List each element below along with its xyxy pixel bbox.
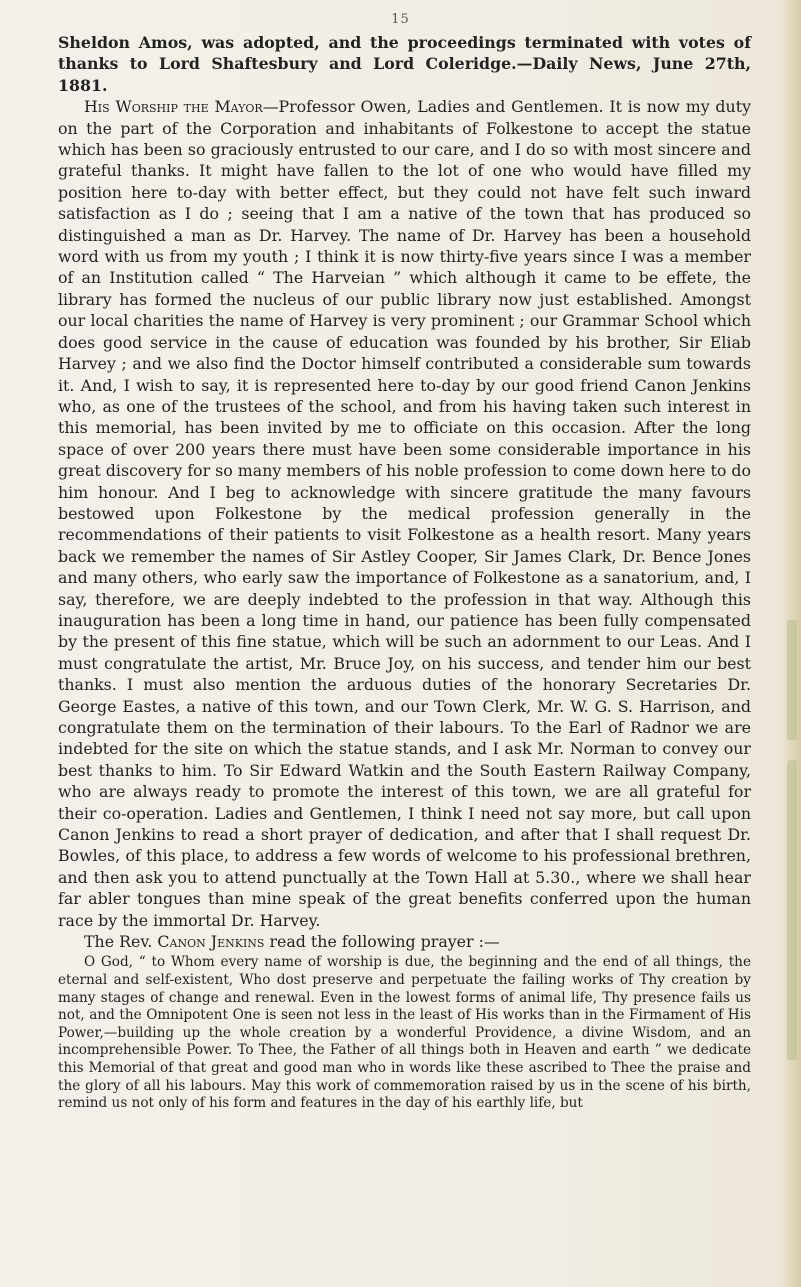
canon-intro-suffix: read the following prayer :— bbox=[264, 932, 500, 952]
mayor-speech-paragraph bbox=[58, 96, 751, 931]
mayor-speaker-label: His Worship the Mayor bbox=[84, 97, 263, 117]
document-body bbox=[58, 32, 751, 1113]
canon-name: Canon Jenkins bbox=[157, 932, 265, 952]
resolution-paragraph: Sheldon Amos, was adopted, and the proceedings terminated with votes of thanks to Lord Shaftesbury and Lord Coleridge.—Daily News, June 27th, 1881. bbox=[58, 33, 751, 95]
page-edge-stain bbox=[787, 760, 797, 1060]
prayer-text: O God, “ to Whom every name of worship is due, the beginning and the end of all things, the eternal and self-existent, Who dost preserve and perpetuate the failing works of Thy creation by many stages of change and renewal. Even in the lowest forms of animal life, Thy presence fails us not, and the Omnipotent One is seen not less in the least of His works than in the Firmament of His Power,—building up the whole creation by a wonderful Providence, a divine Wisdom, and an incomprehensible Power. To Thee, the Father of all things both in Heaven and earth ” we dedicate this Memorial of that great and good man who in words like these ascribed to Thee the praise and the glory of all his labours. May this work of commemoration raised by us in the scene of his birth, remind us not only of his form and features in the day of his earthly life, but bbox=[58, 954, 751, 1112]
prayer-block bbox=[58, 954, 751, 1112]
mayor-speech-text: —Professor Owen, Ladies and Gentlemen. It is now my duty on the part of the Corporation and inhabitants of Folkestone to accept the statue which has been so graciously entrusted to our care, and I do so with most sincere and grateful thanks. It might have fallen to the lot of one who would have filled my position here to-day with better effect, but they could not have felt such inward satisfaction as I do ; seeing that I am a native of the town that has produced so distinguished a man as Dr. Harvey. The name of Dr. Harvey has been a household word with us from my youth ; I think it is now thirty-five years since I was a member of an Institution called “ The Harveian ” which although it came to be effete, the library has formed the nucleus of our public library now just established. Amongst our local charities the name of Harvey is very prominent ; our Grammar School which does good service in the cause of education was founded by his brother, Sir Eliab Harvey ; and we also find the Doctor himself contributed a considerable sum towards it. And, I wish to say, it is represented here to-day by our good friend Canon Jenkins who, as one of the trustees of the school, and from his having taken such interest in this memorial, has been invited by me to officiate on this occasion. After the long space of over 200 years there must have been some considerable importance in his great discovery for so many members of his noble profession to come down here to do him honour. And I beg to acknowledge with sincere gratitude the many favours bestowed upon Folkestone by the medical profession generally in the recommendations of their patients to visit Folkestone as a health resort. Many years back we remember the names of Sir Astley Cooper, Sir James Clark, Dr. Bence Jones and many others, who early saw the importance of Folkestone as a sanatorium, and, I say, therefore, we are deeply indebted to the profession in that way. Although this inauguration has been a long time in hand, our patience has been fully compensated by the present of this fine statue, which will be such an adornment to our Leas. And I must congratulate the artist, Mr. Bruce Joy, on his success, and tender him our best thanks. I must also mention the arduous duties of the honorary Secretaries Dr. George Eastes, a native of this town, and our Town Clerk, Mr. W. G. S. Harrison, and congratulate them on the termination of their labours. To the Earl of Radnor we are indebted for the site on which the statue stands, and I ask Mr. Norman to convey our best thanks to him. To Sir Edward Watkin and the South Eastern Railway Company, who are always ready to promote the interest of this town, we are all grateful for their co-operation. Ladies and Gentlemen, I think I need not say more, but call upon Canon Jenkins to read a short prayer of dedication, and after that I shall request Dr. Bowles, of this place, to address a few words of welcome to his professional brethren, and then ask you to attend punctually at the Town Hall at 5.30., where we shall hear far abler tongues than mine speak of the great benefits conferred upon the human race by the immortal Dr. Harvey. bbox=[58, 97, 751, 930]
canon-intro-prefix: The Rev. bbox=[84, 932, 158, 952]
page-edge-shadow bbox=[779, 0, 801, 1287]
canon-intro-paragraph bbox=[58, 931, 751, 952]
page-edge-stain bbox=[787, 620, 797, 740]
page-number: 15 bbox=[391, 12, 410, 27]
